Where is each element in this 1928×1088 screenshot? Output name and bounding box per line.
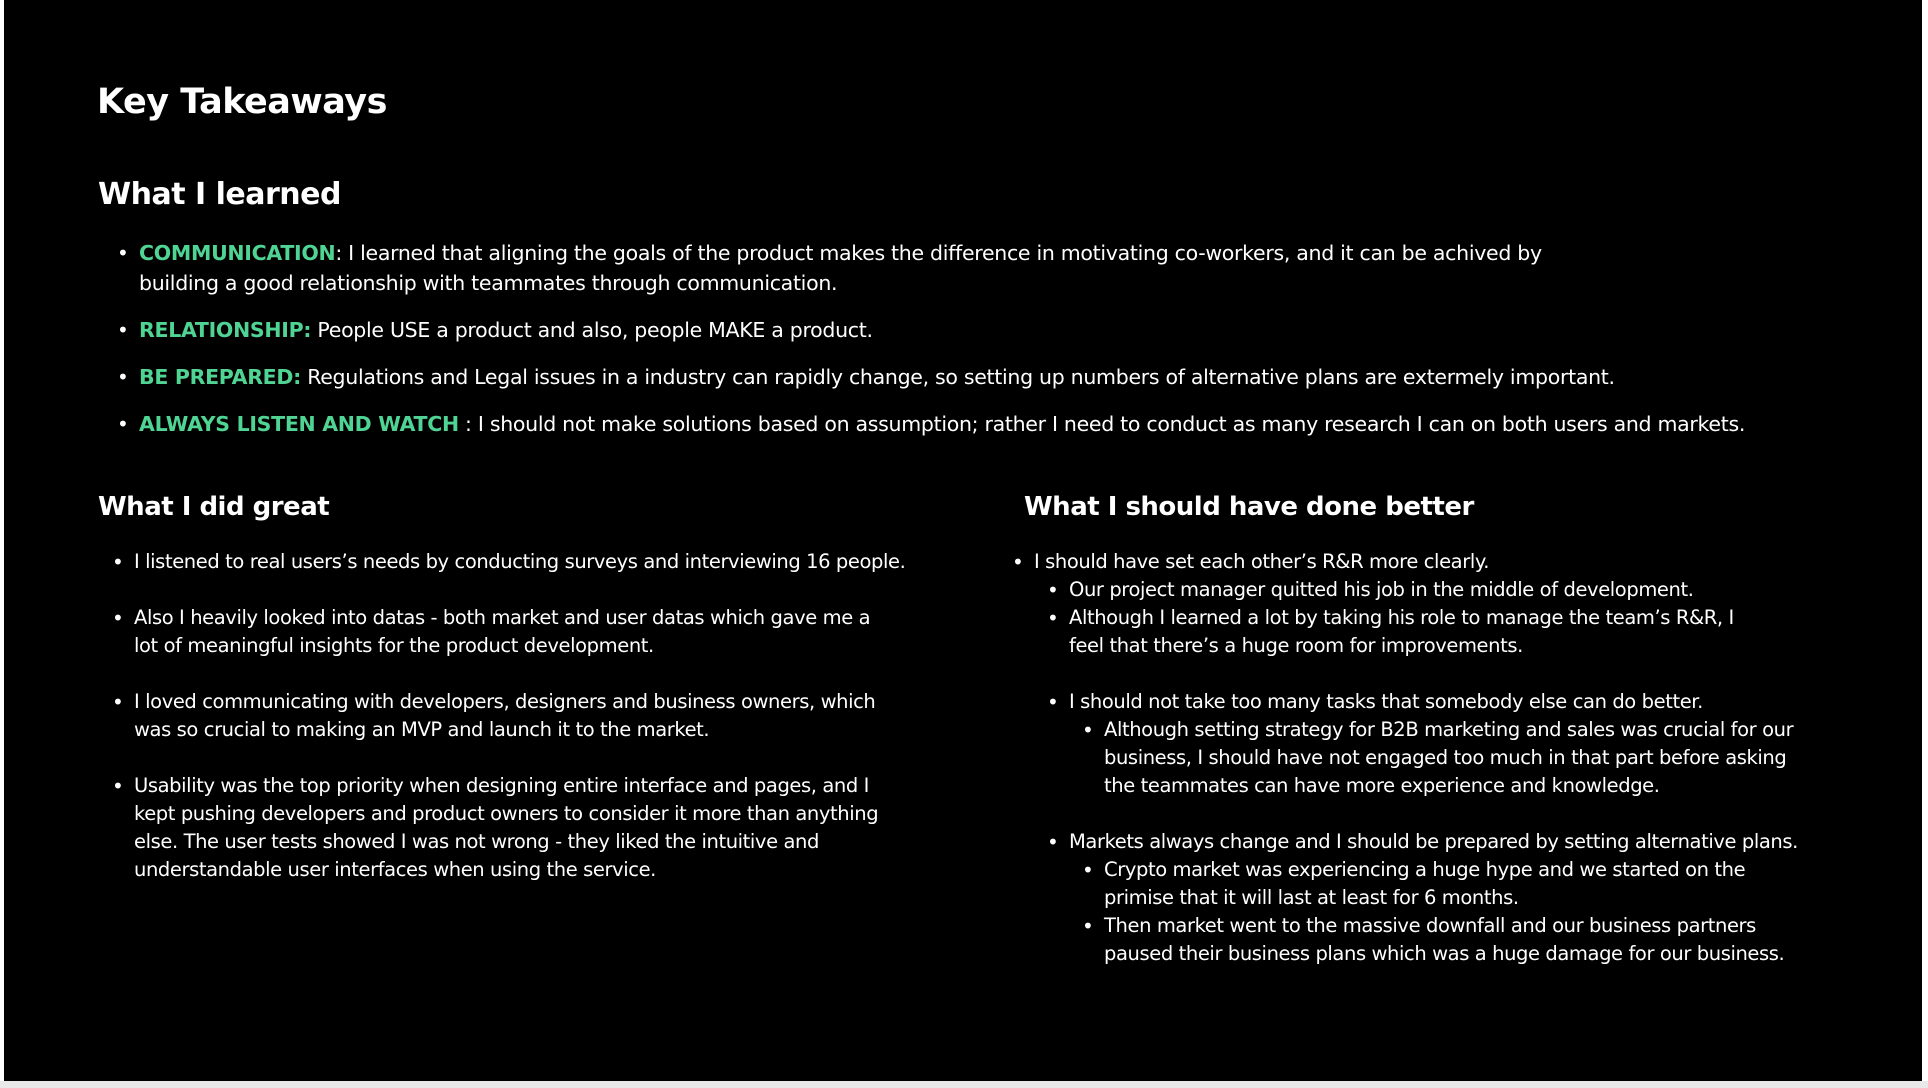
learned-item-be-prepared — [117, 362, 1779, 392]
learned-list — [117, 238, 1779, 456]
section-heading-do-better: What I should have done better — [1024, 492, 1474, 522]
did-great-item — [112, 688, 914, 744]
do-better-subsubitem — [1082, 716, 1894, 800]
bullet-icon: • — [112, 606, 124, 630]
did-great-item — [112, 548, 914, 576]
bullet-icon: • — [112, 550, 124, 574]
bullet-icon: • — [1082, 914, 1094, 938]
bullet-icon: • — [1012, 550, 1024, 574]
learned-item-relationship — [117, 315, 1779, 345]
bullet-icon: • — [112, 774, 124, 798]
do-better-subsubitem — [1082, 856, 1894, 912]
section-heading-learned: What I learned — [98, 177, 341, 212]
do-better-list — [1012, 548, 1894, 968]
did-great-list — [112, 548, 914, 912]
do-better-text: Then market went to the massive downfall and our business partners paused their business plans which was a huge damage for our business. — [1104, 914, 1785, 965]
do-better-subitem — [1047, 576, 1894, 604]
bullet-icon: • — [117, 412, 129, 436]
bullet-icon: • — [1082, 858, 1094, 882]
did-great-text: Also I heavily looked into datas - both market and user datas which gave me a lot of meaningful insights for the product development. — [134, 606, 871, 657]
bullet-icon: • — [1047, 578, 1059, 602]
did-great-text: I listened to real users’s needs by conducting surveys and interviewing 16 people. — [134, 550, 906, 573]
do-better-text: Although setting strategy for B2B marketing and sales was crucial for our business, I should have not engaged too much in that part before asking the teammates can have more experience and knowledge. — [1104, 718, 1794, 797]
do-better-text: Although I learned a lot by taking his role to manage the team’s R&R, I feel that there’s a huge room for improvements. — [1069, 606, 1734, 657]
bullet-icon: • — [117, 318, 129, 342]
bullet-icon: • — [117, 365, 129, 389]
learned-text: Regulations and Legal issues in a industry can rapidly change, so setting up numbers of alternative plans are extermely important. — [301, 365, 1615, 389]
learned-keyword: ALWAYS LISTEN AND WATCH — [139, 412, 459, 436]
did-great-text: Usability was the top priority when designing entire interface and pages, and I kept pushing developers and product owners to consider it more than anything else. The user tests showed I was not wrong - they liked the intuitive and understandable user interfaces when using the service. — [134, 774, 879, 881]
learned-text: : I should not make solutions based on assumption; rather I need to conduct as many research I can on both users and markets. — [458, 412, 1746, 436]
learned-item-communication — [117, 238, 1779, 298]
do-better-text: Markets always change and I should be prepared by setting alternative plans. — [1069, 830, 1798, 853]
do-better-subitem — [1047, 688, 1894, 716]
learned-keyword: RELATIONSHIP: — [139, 318, 312, 342]
did-great-text: I loved communicating with developers, designers and business owners, which was so crucial to making an MVP and launch it to the market. — [134, 690, 876, 741]
bullet-icon: • — [112, 690, 124, 714]
learned-keyword: COMMUNICATION — [139, 241, 336, 265]
do-better-subitem — [1047, 828, 1894, 856]
bottom-edge — [0, 1081, 1928, 1088]
did-great-item — [112, 772, 914, 884]
did-great-item — [112, 604, 914, 660]
do-better-text: I should have set each other’s R&R more clearly. — [1034, 550, 1490, 573]
slide — [4, 0, 1922, 1081]
do-better-subitem — [1047, 604, 1894, 660]
learned-keyword: BE PREPARED: — [139, 365, 301, 389]
bullet-icon: • — [1047, 690, 1059, 714]
do-better-subsubitem — [1082, 912, 1894, 968]
learned-text: People USE a product and also, people MAKE a product. — [311, 318, 873, 342]
bullet-icon: • — [1047, 830, 1059, 854]
do-better-text: I should not take too many tasks that somebody else can do better. — [1069, 690, 1703, 713]
bullet-icon: • — [117, 241, 129, 265]
do-better-text: Crypto market was experiencing a huge hype and we started on the primise that it will last at least for 6 months. — [1104, 858, 1746, 909]
learned-item-always-listen — [117, 409, 1779, 439]
do-better-text: Our project manager quitted his job in the middle of development. — [1069, 578, 1694, 601]
slide-title: Key Takeaways — [97, 82, 387, 122]
bullet-icon: • — [1082, 718, 1094, 742]
learned-text: : I learned that aligning the goals of the product makes the difference in motivating co-workers, and it can be achived by building a good relationship with teammates through communication. — [139, 241, 1542, 295]
section-heading-did-great: What I did great — [98, 492, 330, 522]
do-better-item — [1012, 548, 1894, 576]
bullet-icon: • — [1047, 606, 1059, 630]
